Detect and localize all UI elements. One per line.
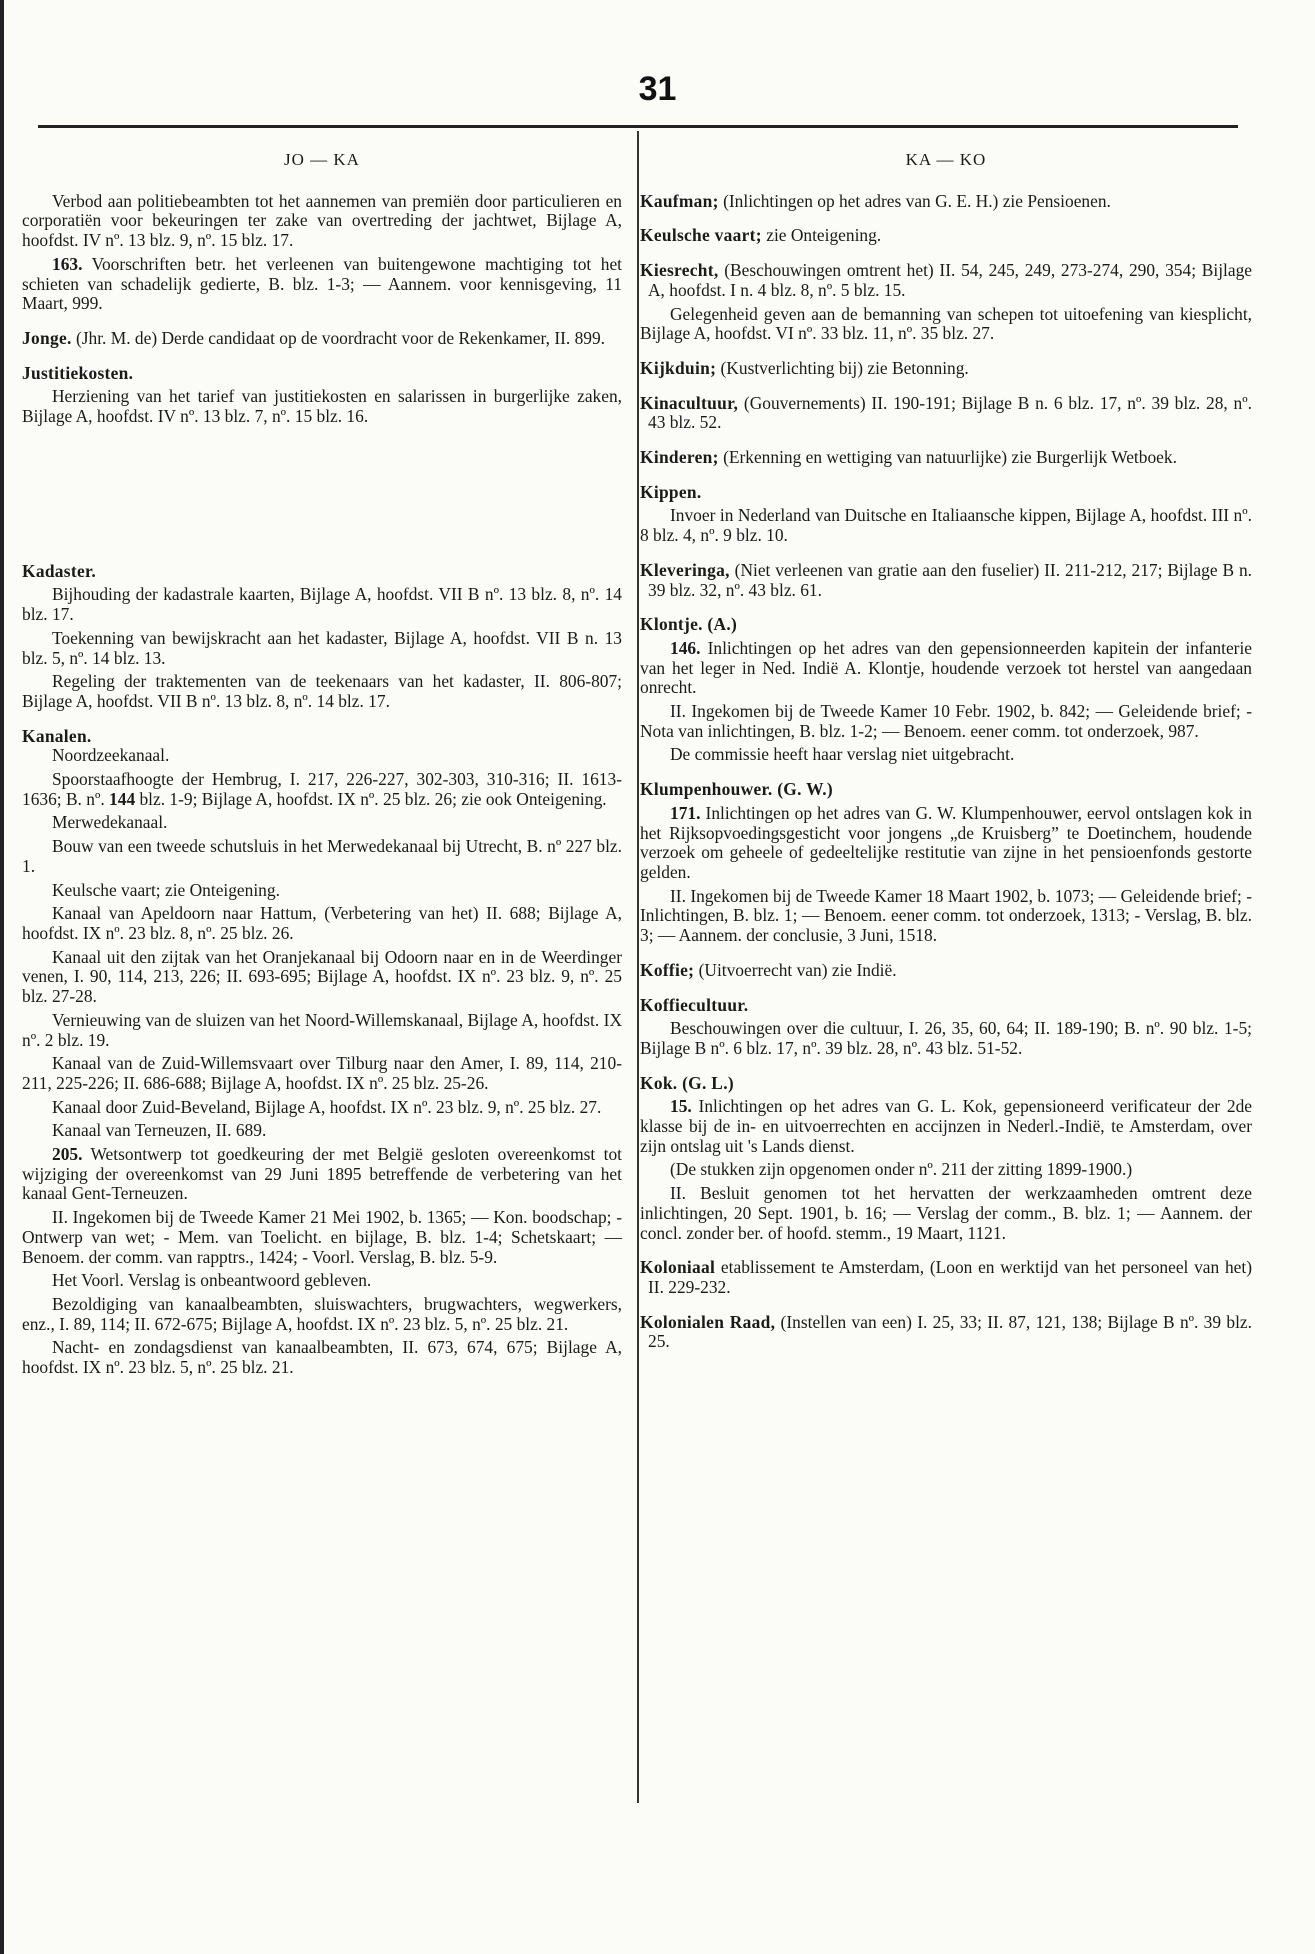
jonge-text	[22, 329, 622, 349]
verbod-item	[22, 255, 622, 314]
kijkduin-text	[640, 359, 1252, 379]
kanalen-item-text: Wetsontwerp tot goedkeuring der met België gesloten overeenkomst tot wijziging der overeenkomst van 29 Juni 1895 betreffende de verbetering van het kanaal Gent-Terneuzen.	[22, 1144, 622, 1204]
right-column-header: KA — KO	[905, 150, 987, 169]
kleveringa-desc: (Niet verleenen van gratie aan den fuselier) II. 211-212, 217; Bijlage B n. 39 blz. 32, nº. 43 blz. 61.	[648, 559, 1252, 600]
kippen-text: Invoer in Nederland van Duitsche en Italiaansche kippen, Bijlage A, hoofdst. III nº. 8 blz. 4, nº. 9 blz. 10.	[640, 505, 1252, 546]
page-number: 31	[638, 70, 677, 108]
kanalen-text: II. Ingekomen bij de Tweede Kamer 21 Mei 1902, b. 1365; — Kon. boodschap; - Ontwerp van wet; - Mem. van Toelicht. en bijlage, B. blz. 1-4; Schetskaart; — Benoem. der comm. van rapptrs., 1424; - Voorl. Verslag, B. blz. 5-9.	[22, 1207, 622, 1267]
entry-heading: Kippen.	[640, 481, 702, 502]
kanalen-subhead: Noordzeekanaal.	[52, 745, 170, 766]
kadaster-text: Regeling der traktementen van de teekenaars van het kadaster, II. 806-807; Bijlage A, hoofdst. VII B nº. 13 blz. 8, nº. 14 blz. 17.	[22, 671, 622, 711]
entry-heading: Kiesrecht,	[640, 260, 719, 281]
entry-kijkduin	[640, 359, 1252, 379]
klontje-item	[640, 639, 1252, 698]
kadaster-text: Toekenning van bewijskracht aan het kadaster, Bijlage A, hoofdst. VII B n. 13 blz. 5, nº. 14 blz. 13.	[22, 627, 622, 668]
page-edge	[0, 0, 4, 1954]
kanalen-item	[22, 1145, 622, 1204]
koffie-text	[640, 961, 1252, 981]
kok-item	[640, 1097, 1252, 1156]
kiesrecht-text	[640, 261, 1252, 300]
kolraad-desc: (Instellen van een) I. 25, 33; II. 87, 121, 138; Bijlage B nº. 39 blz. 25.	[648, 1311, 1252, 1352]
jonge-name: (Jhr. M. de)	[71, 327, 158, 348]
entry-koffiecultuur	[640, 996, 1252, 1059]
jonge-desc: Derde candidaat op de voordracht voor de Rekenkamer, II. 899.	[157, 327, 606, 348]
entry-heading: Kanalen.	[22, 725, 92, 746]
entry-kiesrecht	[640, 261, 1252, 344]
kiesrecht-desc: (Beschouwingen omtrent het) II. 54, 245, 249, 273-274, 290, 354; Bijlage A, hoofdst. I n. 4 blz. 8, nº. 5 blz. 15.	[648, 260, 1252, 300]
entry-heading: Jonge.	[22, 327, 72, 348]
entry-heading: Klumpenhouwer. (G. W.)	[640, 779, 833, 800]
entry-justitiekosten	[22, 364, 622, 427]
entry-kadaster	[22, 562, 622, 712]
koloniaal-text	[640, 1258, 1252, 1297]
entry-heading: Koffie;	[640, 959, 695, 980]
entry-heading: Koloniaal	[640, 1257, 716, 1278]
column-divider	[637, 131, 639, 1803]
justitie-text: Herziening van het tarief van justitiekosten en salarissen in burgerlijke zaken, Bijlage A, hoofdst. IV nº. 13 blz. 7, nº. 15 blz. 16.	[22, 386, 622, 427]
entry-kinderen	[640, 448, 1252, 468]
entry-kleveringa	[640, 561, 1252, 600]
kanalen-text: Bouw van een tweede schutsluis in het Merwedekanaal bij Utrecht, B. nº 227 blz. 1.	[22, 836, 622, 876]
kok-text: II. Besluit genomen tot het hervatten der werkzaamheden omtrent deze inlichtingen, 20 Sept. 1901, b. 16; — Verslag der comm., B. blz. 1; — Aannem. der concl. zonder ber. of hoofd. stemm., 19 Maart, 1121.	[640, 1183, 1252, 1243]
entry-heading: Keulsche vaart;	[640, 225, 762, 246]
entry-heading: Kok. (G. L.)	[640, 1072, 734, 1093]
entry-kippen	[640, 483, 1252, 546]
klump-item-text: Inlichtingen op het adres van G. W. Klumpenhouwer, eervol ontslagen kok in het Rijksopvoedingsgesticht voor jongens „de Kruisberg” te Doetinchem, houdende verzoek om geheele of gedeeltelijke restitutie van zijne in het pensioenfonds gestorte gelden.	[640, 802, 1252, 882]
kok-text: (De stukken zijn opgenomen onder nº. 211 der zitting 1899-1900.)	[670, 1159, 1133, 1180]
verbod-text: Verbod aan politiebeambten tot het aannemen van premiën door particulieren en corporatiën voor bekeuringen ter zake van overtreding der jachtwet, Bijlage A, hoofdst. IV nº. 13 blz. 9, nº. 15 blz. 17.	[22, 190, 622, 251]
kanalen-text: Keulsche vaart; zie Onteigening.	[52, 879, 280, 900]
kanalen-text-number: 144	[109, 788, 136, 809]
verbod-item-text: Voorschriften betr. het verleenen van buitengewone machtiging tot het schieten van schadelijk gedierte, B. blz. 1-3; — Aannem. voor kennisgeving, 11 Maart, 999.	[22, 253, 622, 314]
klump-text: II. Ingekomen bij de Tweede Kamer 18 Maart 1902, b. 1073; — Geleidende brief; - Inlichtingen, B. blz. 1; — Benoem. eener comm. tot onderzoek, 1313; - Verslag, B. blz. 3; — Aannem. der conclusie, 3 Juni, 1518.	[640, 885, 1252, 946]
kanalen-text: Bezoldiging van kanaalbeambten, sluiswachters, brugwachters, wegwerkers, enz., I. 89, 114; II. 672-675; Bijlage A, hoofdst. IX nº. 23 blz. 5, nº. 25 blz. 21.	[22, 1293, 622, 1334]
entry-heading: Kleveringa,	[640, 559, 730, 580]
kinderen-desc: (Erkenning en wettiging van natuurlijke) zie Burgerlijk Wetboek.	[718, 447, 1177, 468]
left-column	[22, 150, 622, 1393]
kolraad-text	[640, 1313, 1252, 1352]
entry-jonge	[22, 329, 622, 349]
kanalen-text-part: Spoorstaafhoogte der Hembrug, I. 217, 226-227, 302-303, 310-316; II. 1613-1636; B. nº.	[22, 769, 622, 809]
entry-verbod	[22, 192, 622, 314]
entry-heading: Kolonialen Raad,	[640, 1311, 776, 1332]
kaufman-desc: (Inlichtingen op het adres van G. E. H.) zie Pensioenen.	[718, 190, 1111, 211]
entry-kok	[640, 1074, 1252, 1244]
left-column-header: JO — KA	[284, 150, 360, 169]
kina-text	[640, 394, 1252, 433]
kleveringa-text	[640, 561, 1252, 600]
kanalen-subhead: Merwedekanaal.	[52, 812, 168, 833]
entry-heading: Justitiekosten.	[22, 362, 134, 383]
kanalen-text: Vernieuwing van de sluizen van het Noord-Willemskanaal, Bijlage A, hoofdst. IX nº. 2 blz. 19.	[22, 1009, 622, 1050]
right-column	[640, 150, 1252, 1367]
entry-kinacultuur	[640, 394, 1252, 433]
entry-heading: Koffiecultuur.	[640, 994, 749, 1015]
header-rule	[38, 125, 1238, 128]
entry-heading: Kinacultuur,	[640, 392, 739, 413]
entry-kolonialen-raad	[640, 1313, 1252, 1352]
keulsche-text	[640, 226, 1252, 246]
kanalen-text: Kanaal uit den zijtak van het Oranjekanaal bij Odoorn naar en in de Weerdinger venen, I. 90, 114, 213, 226; II. 693-695; Bijlage A, hoofdst. IX nº. 23 blz. 9, nº. 25 blz. 27-28.	[22, 946, 622, 1007]
klontje-item-text: Inlichtingen op het adres van den gepensionneerden kapitein der infanterie van het leger in Ned. Indië A. Klontje, houdende verzoek tot herstel van aangedaan onrecht.	[640, 637, 1252, 698]
kaufman-text	[640, 192, 1252, 212]
kanalen-text-part: blz. 1-9; Bijlage A, hoofdst. IX nº. 25 blz. 26; zie ook Onteigening.	[135, 788, 607, 809]
kanalen-text	[22, 770, 622, 809]
item-number: 171.	[670, 802, 701, 823]
kanalen-text: Kanaal van de Zuid-Willemsvaart over Tilburg naar den Amer, I. 89, 114, 210-211, 225-226; II. 686-688; Bijlage A, hoofdst. IX nº. 25 blz. 25-26.	[22, 1053, 622, 1093]
klontje-text: De commissie heeft haar verslag niet uitgebracht.	[670, 744, 1015, 765]
item-number: 146.	[670, 637, 701, 658]
koffie-desc: (Uitvoerrecht van) zie Indië.	[694, 959, 897, 980]
entry-kaufman	[640, 192, 1252, 212]
keulsche-desc: zie Onteigening.	[761, 225, 882, 246]
kiesrecht-text: Gelegenheid geven aan de bemanning van schepen tot uitoefening van kiesplicht, Bijlage A, hoofdst. VI nº. 33 blz. 11, nº. 35 blz. 27.	[640, 303, 1252, 344]
entry-koffie	[640, 961, 1252, 981]
entry-koloniaal	[640, 1258, 1252, 1297]
kanalen-text: Kanaal van Apeldoorn naar Hattum, (Verbetering van het) II. 688; Bijlage A, hoofdst. IX nº. 23 blz. 8, nº. 25 blz. 26.	[22, 903, 622, 943]
kanalen-text: Kanaal van Terneuzen, II. 689.	[52, 1120, 267, 1141]
entry-heading: Kijkduin;	[640, 357, 717, 378]
item-number: 15.	[670, 1096, 692, 1117]
kok-item-text: Inlichtingen op het adres van G. L. Kok, gepensioneerd verificateur der 2de klasse bij de in- en uitvoerrechten en accijnzen in Nederl.-Indië, te Amsterdam, over zijn ontslag uit 's Lands dienst.	[640, 1096, 1252, 1156]
item-number: 205.	[52, 1144, 83, 1165]
kanalen-text: Het Voorl. Verslag is onbeantwoord gebleven.	[52, 1270, 372, 1291]
entry-klumpenhouwer	[640, 780, 1252, 946]
klump-item	[640, 804, 1252, 883]
kanalen-text: Nacht- en zondagsdienst van kanaalbeambten, II. 673, 674, 675; Bijlage A, hoofdst. IX nº. 23 blz. 5, nº. 25 blz. 21.	[22, 1337, 622, 1378]
klontje-text: II. Ingekomen bij de Tweede Kamer 10 Febr. 1902, b. 842; — Geleidende brief; - Nota van inlichtingen, B. blz. 1-2; — Benoem. eener comm. tot onderzoek, 987.	[640, 701, 1252, 741]
kadaster-text: Bijhouding der kadastrale kaarten, Bijlage A, hoofdst. VII B nº. 13 blz. 8, nº. 14 blz. 17.	[22, 584, 622, 625]
kijkduin-desc: (Kustverlichting bij) zie Betonning.	[716, 357, 969, 378]
kina-desc: (Gouvernements) II. 190-191; Bijlage B n. 6 blz. 17, nº. 39 blz. 28, nº. 43 blz. 52.	[648, 392, 1252, 433]
kanalen-text: Kanaal door Zuid-Beveland, Bijlage A, hoofdst. IX nº. 23 blz. 9, nº. 25 blz. 27.	[52, 1096, 602, 1117]
entry-kanalen	[22, 727, 622, 1378]
koffiecult-text: Beschouwingen over die cultuur, I. 26, 35, 60, 64; II. 189-190; B. nº. 90 blz. 1-5; Bijlage B nº. 6 blz. 17, nº. 39 blz. 28, nº. 43 blz. 51-52.	[640, 1018, 1252, 1058]
koloniaal-desc: etablissement te Amsterdam, (Loon en werktijd van het personeel van het) II. 229-232.	[648, 1257, 1252, 1297]
entry-heading: Klontje. (A.)	[640, 614, 738, 635]
entry-keulsche-vaart	[640, 226, 1252, 246]
entry-heading: Kadaster.	[22, 560, 97, 581]
entry-klontje	[640, 615, 1252, 765]
item-number: 163.	[52, 253, 83, 274]
kinderen-text	[640, 448, 1252, 468]
entry-heading: Kaufman;	[640, 190, 719, 211]
entry-heading: Kinderen;	[640, 447, 719, 468]
